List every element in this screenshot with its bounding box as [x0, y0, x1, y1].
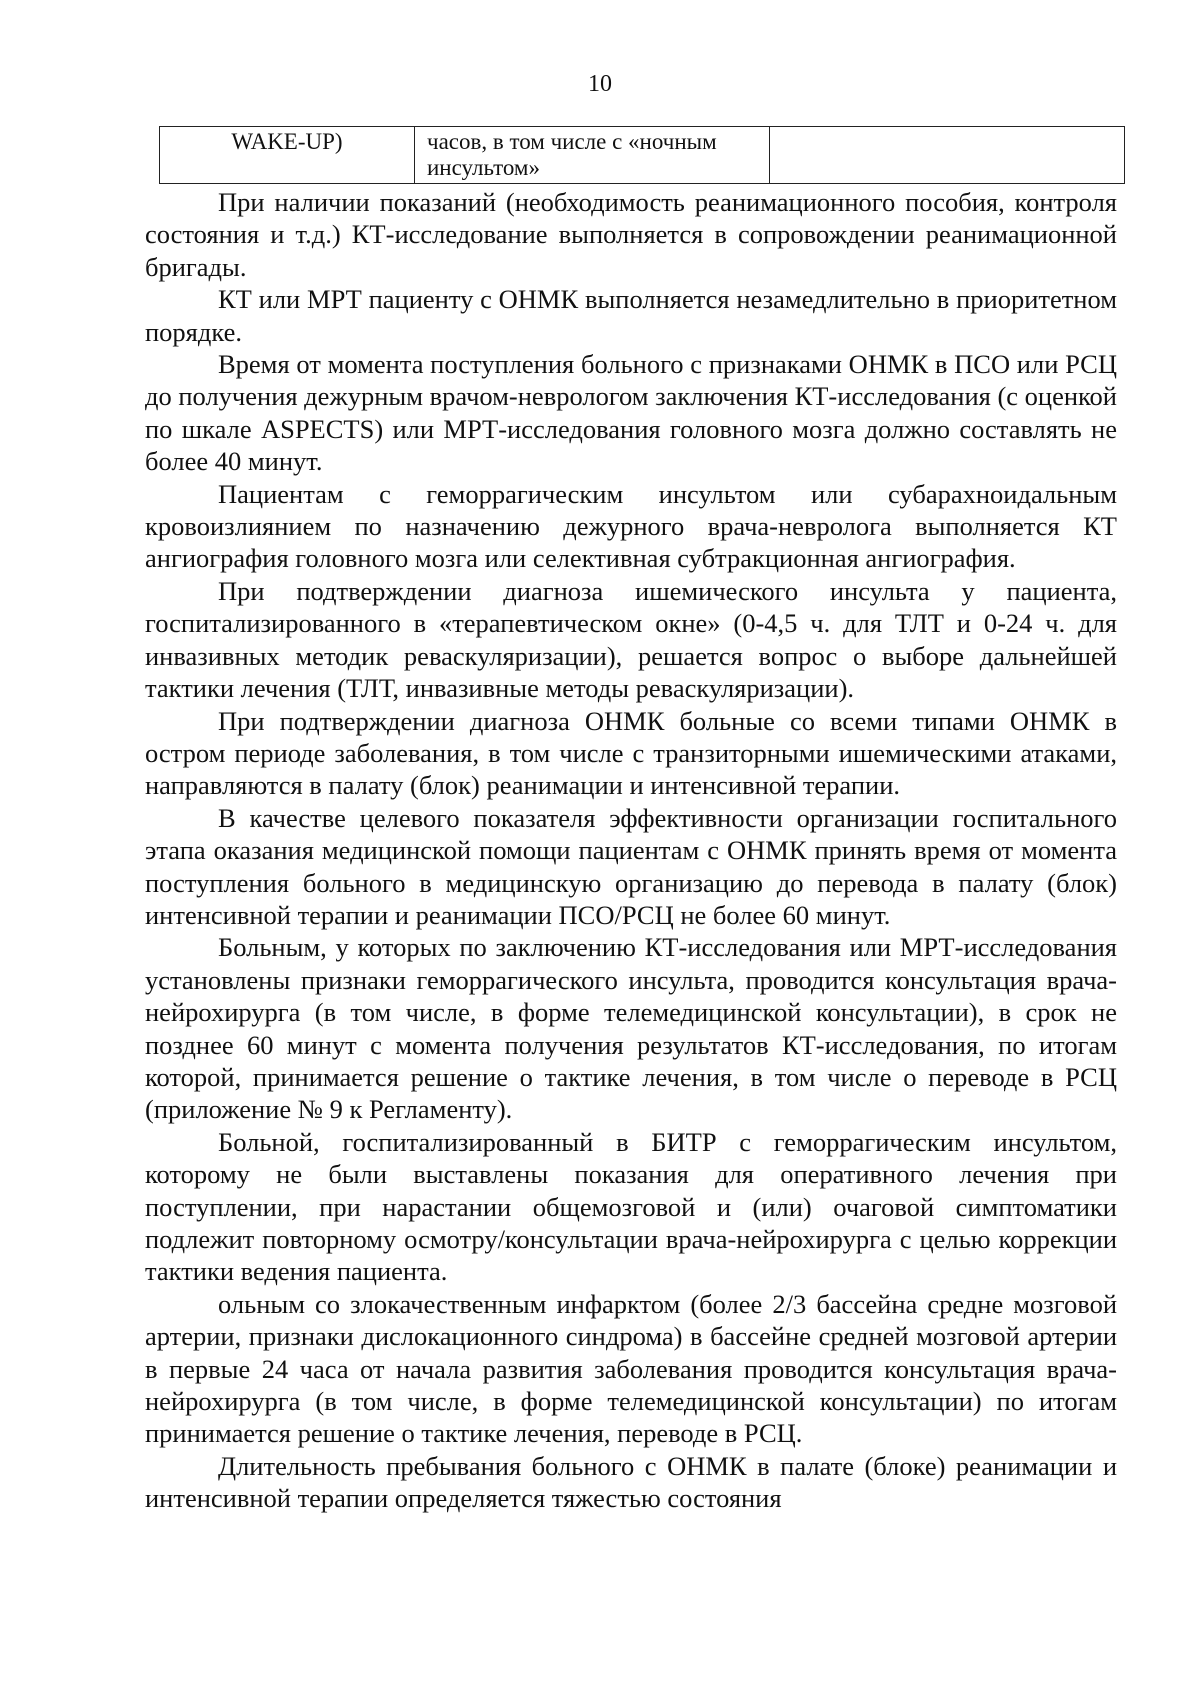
paragraph: Больным, у которых по заключению КТ-исследования или МРТ-исследования установлены признаки геморрагического инсульта, проводится консультация врача-нейрохирурга (в том числе, в форме телемедицинской консультации), в срок не позднее 60 минут с момента получения результатов КТ-исследования, по итогам которой, принимается решение о тактике лечения, в том числе о переводе в РСЦ (приложение № 9 к Регламенту).: [145, 932, 1117, 1125]
page-number: 10: [588, 71, 612, 97]
document-body: [145, 186, 1117, 1515]
paragraph: При подтверждении диагноза ОНМК больные со всеми типами ОНМК в остром периоде заболевания, в том числе с транзиторными ишемическими атаками, направляются в палату (блок) реанимации и интенсивной терапии.: [145, 705, 1117, 801]
table-cell: [770, 127, 1125, 184]
paragraph: ольным со злокачественным инфарктом (более 2/3 бассейна средне мозговой артерии, признаки дислокационного синдрома) в бассейне средней мозговой артерии в первые 24 часа от начала развития заболевания проводится консультация врача-нейрохирурга (в том числе, в форме телемедицинской консультации) по итогам принимается решение о тактике лечения, переводе в РСЦ.: [145, 1288, 1117, 1449]
paragraph: При подтверждении диагноза ишемического инсульта у пациента, госпитализированного в «терапевтическом окне» (0-4,5 ч. для ТЛТ и 0-24 ч. для инвазивных методик реваскуляризации), решается вопрос о выборе дальнейшей тактики лечения (ТЛТ, инвазивные методы реваскуляризации).: [145, 575, 1117, 704]
paragraph: Время от момента поступления больного с признаками ОНМК в ПСО или РСЦ до получения дежурным врачом-неврологом заключения КТ-исследования (с оценкой по шкале ASPECTS) или МРТ-исследования головного мозга должно составлять не более 40 минут.: [145, 349, 1117, 477]
paragraph: Пациентам с геморрагическим инсультом или субарахноидальным кровоизлиянием по назначению дежурного врача-невролога выполняется КТ ангиография головного мозга или селективная субтракционная ангиография.: [145, 478, 1117, 574]
paragraph: КТ или МРТ пациенту с ОНМК выполняется незамедлительно в приоритетном порядке.: [145, 284, 1117, 347]
paragraph: При наличии показаний (необходимость реанимационного пособия, контроля состояния и т.д.) КТ-исследование выполняется в сопровождении реанимационной бригады.: [145, 187, 1117, 282]
table-cell: WAKE-UP): [160, 127, 415, 184]
paragraph: Больной, госпитализированный в БИТР с геморрагическим инсультом, которому не были выставлены показания для оперативного лечения при поступлении, при нарастании общемозговой и (или) очаговой симптоматики подлежит повторному осмотру/консультации врача-нейрохирурга с целью коррекции тактики ведения пациента.: [145, 1126, 1117, 1287]
paragraph: В качестве целевого показателя эффективности организации госпитального этапа оказания медицинской помощи пациентам с ОНМК принять время от момента поступления больного в медицинскую организацию до перевода в палату (блок) интенсивной терапии и реанимации ПСО/РСЦ не более 60 минут.: [145, 802, 1117, 930]
table-cell: часов, в том числе с «ночным инсультом»: [415, 127, 770, 184]
continued-table: [159, 126, 1125, 184]
paragraph: Длительность пребывания больного с ОНМК в палате (блоке) реанимации и интенсивной терапии определяется тяжестью состояния: [145, 1450, 1117, 1514]
table-row: [160, 127, 1125, 184]
